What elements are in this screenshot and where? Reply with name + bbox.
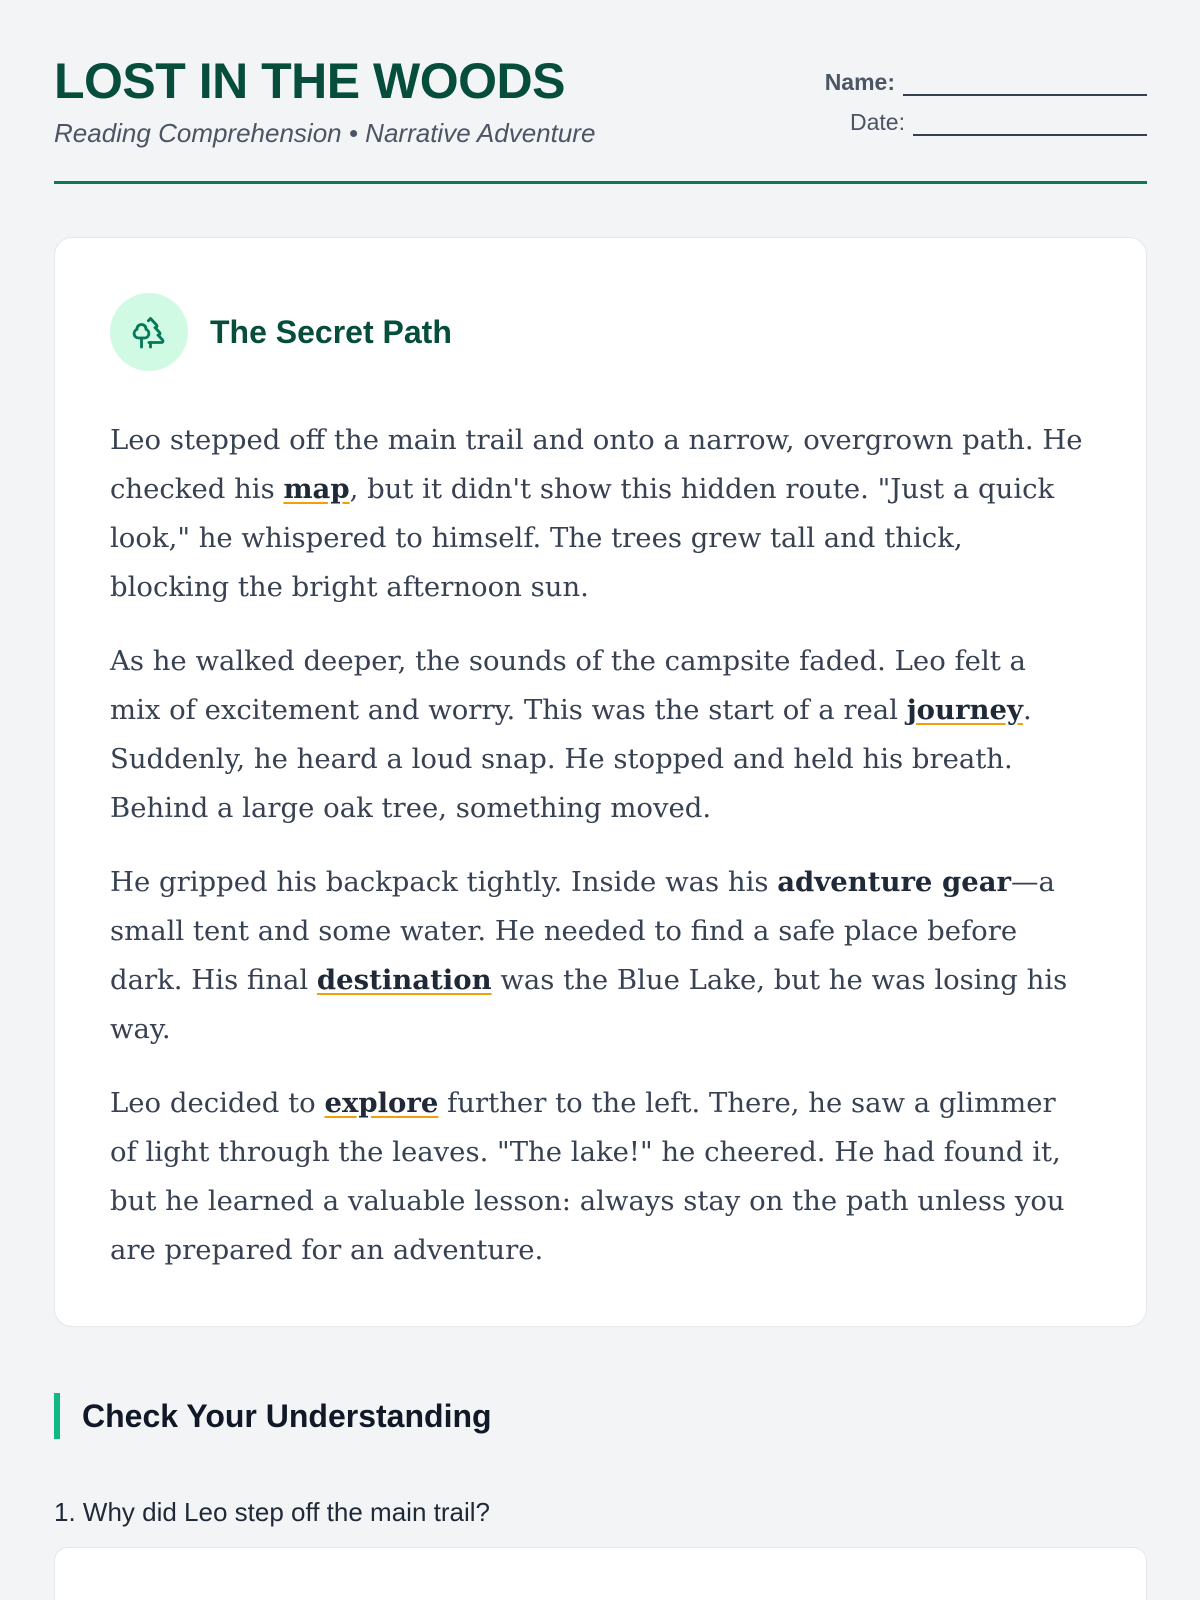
- name-line[interactable]: [903, 74, 1147, 96]
- story-paragraph: [110, 637, 1085, 833]
- vocab-word-journey: journey: [906, 694, 1023, 726]
- vocab-word-destination: destination: [316, 964, 492, 996]
- name-label: Name:: [824, 69, 895, 95]
- story-paragraph: [110, 416, 1085, 612]
- story-paragraph: [110, 858, 1085, 1054]
- paragraph-text: . Suddenly, he heard a loud snap. He stopped and held his breath. Behind a large oak tree, something moved.: [110, 694, 1032, 824]
- worksheet-subtitle: Reading Comprehension • Narrative Adventure: [54, 118, 596, 148]
- section-heading: Check Your Understanding: [54, 1393, 492, 1439]
- story-header: [110, 293, 452, 371]
- date-line[interactable]: [913, 114, 1147, 136]
- paragraph-text: —a small tent and some water. He needed to find a safe place before dark. His final: [110, 866, 1055, 996]
- paragraph-text: Leo stepped off the main trail and onto a narrow, overgrown path. He checked his: [110, 424, 1083, 505]
- vocab-word-map: map: [283, 473, 350, 505]
- worksheet-header: [54, 0, 1147, 184]
- paragraph-text: As he walked deeper, the sounds of the campsite faded. Leo felt a mix of excitement and worry. This was the start of a real: [110, 645, 1026, 726]
- paragraph-text: , but it didn't show this hidden route. "Just a quick look," he whispered to himself. The trees grew tall and thick, blocking the bright afternoon sun.: [110, 473, 1055, 603]
- question-1: 1. Why did Leo step off the main trail?: [54, 1497, 490, 1527]
- date-field[interactable]: [825, 96, 1147, 136]
- paragraph-text: was the Blue Lake, but he was losing his way.: [110, 964, 1068, 1045]
- name-field[interactable]: [825, 56, 1147, 96]
- story-paragraph: [110, 1079, 1085, 1275]
- worksheet-title: LOST IN THE WOODS: [54, 53, 565, 109]
- story-card: [54, 237, 1147, 1327]
- answer-box-1[interactable]: [54, 1547, 1147, 1600]
- paragraph-text: Leo decided to: [110, 1087, 325, 1119]
- paragraph-text: further to the left. There, he saw a glimmer of light through the leaves. "The lake!" he cheered. He had found it, but he learned a valuable lesson: always stay on the path unless you are prepared for an adventure.: [110, 1087, 1065, 1266]
- story-text: [110, 416, 1085, 1300]
- paragraph-text: He gripped his backpack tightly. Inside was his: [110, 866, 778, 898]
- worksheet-page: [54, 0, 1147, 1527]
- bold-term-adventure-gear: adventure gear: [777, 866, 1012, 898]
- date-label: Date:: [850, 109, 905, 135]
- story-title: The Secret Path: [210, 313, 452, 350]
- tree-icon: [110, 293, 188, 371]
- student-fields: [825, 56, 1147, 136]
- vocab-word-explore: explore: [324, 1087, 439, 1119]
